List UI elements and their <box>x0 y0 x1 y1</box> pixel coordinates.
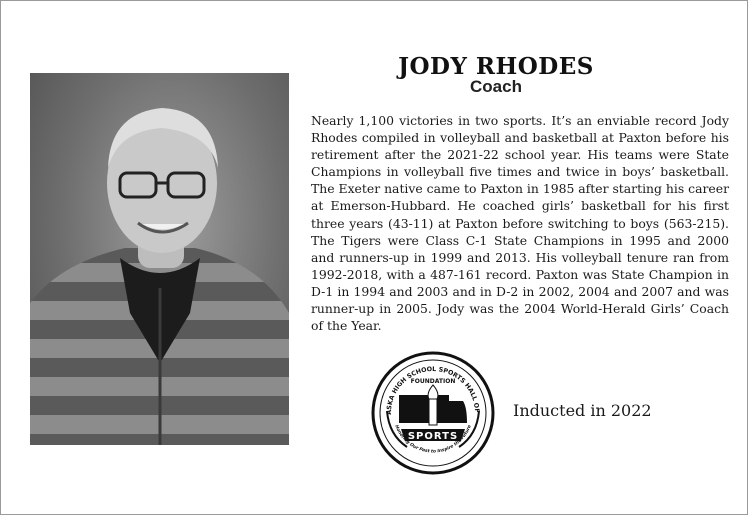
inductee-name: JODY RHODES <box>398 53 594 80</box>
portrait-photo <box>30 73 289 445</box>
svg-text:SPORTS: SPORTS <box>407 431 459 442</box>
svg-text:FOUNDATION: FOUNDATION <box>410 378 456 385</box>
svg-text:"Honoring Our Past to Inspire: Honoring Our Past to Inspire the Future <box>393 424 473 455</box>
biography-text: Nearly 1,100 victories in two sports. It’s an enviable record Jody Rhodes compiled in volleyball and basketball at Paxton before his retirement after the 2021-22 school year. His teams were State Champions in volleyball five times and twice in boys’ basketball. The Exeter native came to Paxton in 1985 after starting his career at Emerson-Hubbard. He coached girls’ basketball for his first three years (43-11) at Paxton before switching to boys (563-215). The Tigers were Class C-1 State Champions in 1995 and 2000 and runners-up in 1999 and 2013. His volleyball tenure ran from 1992-2018, with a 487-161 record. Paxton was State Champion in D-1 in 1994 and 2003 and in D-2 in 2002, 2004 and 2007 and was runner-up in 2005. Jody was the 2004 World-Herald Girls’ Coach of the Year. <box>311 113 729 334</box>
inductee-role: Coach <box>470 77 522 96</box>
svg-text:NEBRASKA HIGH SCHOOL SPORTS HA: ASKA HIGH SCHOOL SPORTS HALL OF <box>385 365 481 415</box>
induction-year: Inducted in 2022 <box>513 401 652 420</box>
hall-of-fame-seal-logo <box>371 351 495 475</box>
